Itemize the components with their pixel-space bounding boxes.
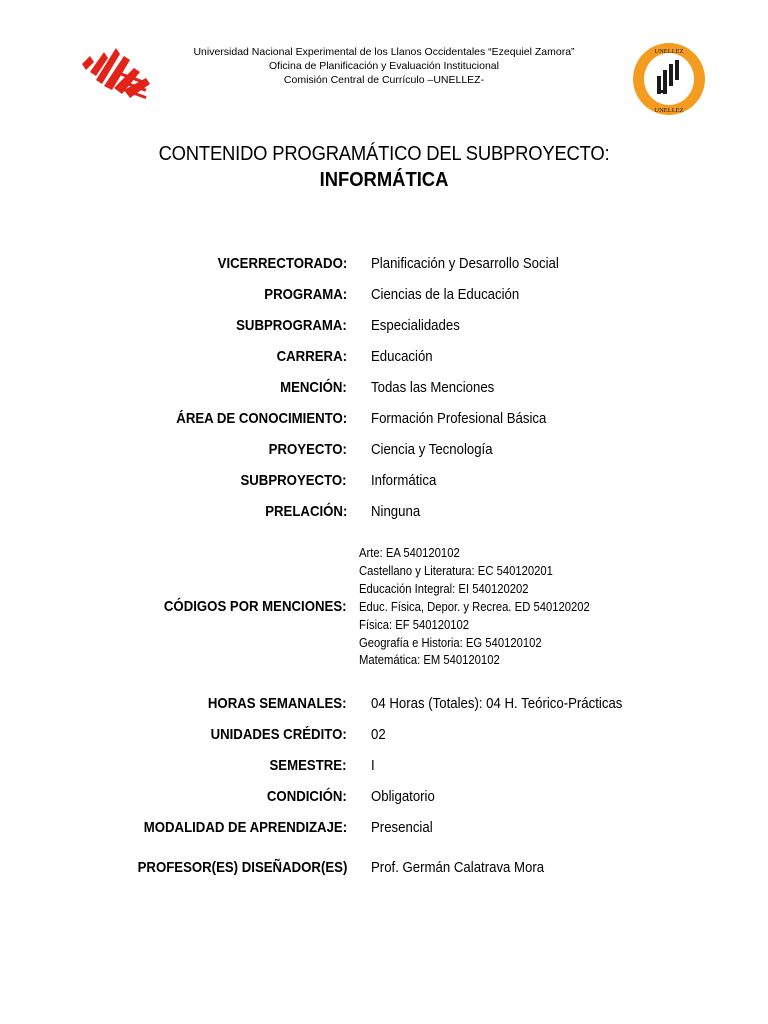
field-subprograma [0, 317, 768, 339]
field-value: Ninguna [371, 503, 421, 520]
field-mencion [0, 379, 768, 401]
field-value: 04 Horas (Totales): 04 H. Teórico-Prácticas [371, 695, 623, 712]
field-unidades [0, 726, 768, 748]
field-programa [0, 286, 768, 308]
field-value: Planificación y Desarrollo Social [371, 255, 559, 272]
field-label: SUBPROGRAMA: [236, 317, 347, 334]
code-item: Arte: EA 540120102 [359, 546, 460, 560]
field-label: CONDICIÓN: [267, 788, 347, 805]
field-semestre [0, 757, 768, 779]
document-title: CONTENIDO PROGRAMÁTICO DEL SUBPROYECTO: [158, 143, 610, 165]
code-item: Física: EF 540120102 [359, 617, 470, 632]
field-label: MENCIÓN: [280, 379, 347, 396]
field-horas [0, 695, 768, 717]
field-value: Prof. Germán Calatrava Mora [371, 859, 545, 876]
field-label: CÓDIGOS POR MENCIONES: [164, 598, 347, 615]
field-value: I [371, 757, 375, 774]
code-item: Geografía e Historia: EG 540120102 [359, 635, 542, 650]
field-prelacion [0, 503, 768, 525]
field-proyecto [0, 441, 768, 463]
field-value: Informática [371, 472, 437, 489]
unellez-seal-icon [630, 40, 708, 118]
code-item: Educación Integral: EI 540120202 [359, 581, 529, 596]
field-label: UNIDADES CRÉDITO: [210, 726, 347, 743]
field-value: Educación [371, 348, 433, 365]
institution-header [160, 45, 608, 87]
codes-list [359, 545, 615, 670]
field-modalidad [0, 819, 768, 841]
field-carrera [0, 348, 768, 370]
university-stripes-logo-icon [80, 42, 152, 100]
field-label: PROFESOR(ES) DISEÑADOR(ES) [137, 859, 347, 876]
field-profesor [0, 859, 768, 881]
field-label: SEMESTRE: [269, 757, 347, 774]
code-item: Matemática: EM 540120102 [359, 653, 500, 668]
field-label: MODALIDAD DE APRENDIZAJE: [143, 819, 347, 836]
field-label: CARRERA: [276, 348, 347, 365]
field-label: ÁREA DE CONOCIMIENTO: [176, 410, 347, 427]
seal-text-top: UNELLEZ [654, 48, 684, 55]
field-value: Presencial [371, 819, 433, 836]
field-label: PROGRAMA: [264, 286, 347, 303]
field-value: Formación Profesional Básica [371, 410, 547, 427]
seal-text-bottom: UNELLEZ [654, 107, 684, 114]
code-item: Castellano y Literatura: EC 540120201 [359, 563, 553, 578]
field-subproyecto [0, 472, 768, 494]
field-area [0, 410, 768, 432]
field-condicion [0, 788, 768, 810]
field-label: VICERRECTORADO: [217, 255, 347, 272]
code-item: Educ. Física, Depor. y Recrea. ED 540120202 [359, 599, 590, 614]
header-commission: Comisión Central de Currículo –UNELLEZ- [283, 74, 485, 86]
field-value: Especialidades [371, 317, 460, 334]
field-label: SUBPROYECTO: [240, 472, 347, 489]
field-label: PRELACIÓN: [264, 503, 347, 520]
header-university: Universidad Nacional Experimental de los Llanos Occidentales “Ezequiel Zamora” [193, 46, 575, 58]
field-label: PROYECTO: [268, 441, 347, 458]
field-vicerrectorado [0, 255, 768, 277]
field-value: Ciencia y Tecnología [371, 441, 493, 458]
field-value: Obligatorio [371, 788, 435, 805]
field-label: HORAS SEMANALES: [208, 695, 347, 712]
field-value: Todas las Menciones [371, 379, 495, 396]
subproject-title: INFORMÁTICA [319, 169, 449, 191]
field-value: Ciencias de la Educación [371, 286, 520, 303]
header-office: Oficina de Planificación y Evaluación Institucional [269, 60, 499, 72]
field-value: 02 [371, 726, 386, 743]
